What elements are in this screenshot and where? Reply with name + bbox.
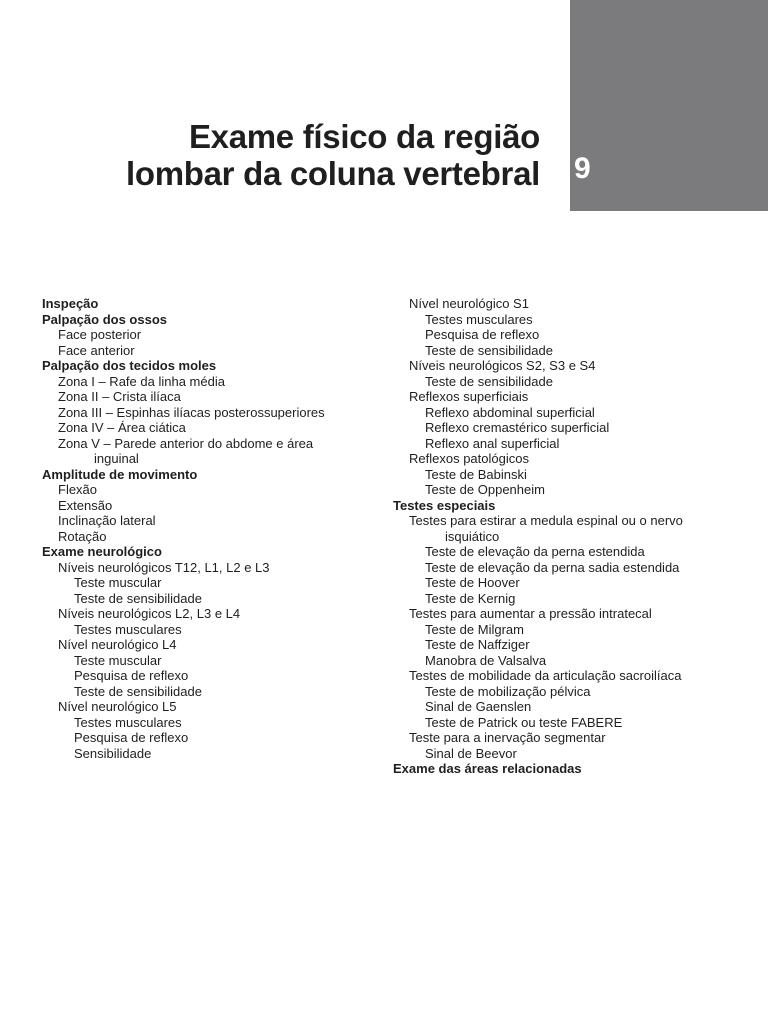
toc-entry: Teste muscular bbox=[74, 575, 162, 590]
toc-entry: Manobra de Valsalva bbox=[425, 652, 547, 668]
toc-section-heading: Palpação dos tecidos moles bbox=[42, 358, 217, 373]
toc-entry: Teste de Milgram bbox=[425, 621, 524, 637]
toc-entry: Teste de mobilização pélvica bbox=[425, 683, 591, 699]
toc-entry: Teste de Oppenheim bbox=[425, 482, 545, 497]
toc-entry: Nível neurológico S1 bbox=[409, 296, 529, 311]
toc-entry: Testes de mobilidade da articulação sacroilíaca bbox=[409, 668, 682, 683]
toc-section-heading: Exame neurológico bbox=[42, 544, 162, 559]
toc-entry: Níveis neurológicos T12, L1, L2 e L3 bbox=[58, 559, 270, 575]
toc-entry: Zona V – Parede anterior do abdome e área bbox=[58, 435, 314, 451]
chapter-number: 9 bbox=[574, 152, 591, 185]
toc-entry: Zona I – Rafe da linha média bbox=[58, 373, 225, 389]
toc-entry: Nível neurológico L4 bbox=[58, 637, 177, 652]
toc-left-column bbox=[42, 296, 392, 761]
toc-entry: Teste de elevação da perna estendida bbox=[425, 544, 645, 559]
toc-entry: Reflexo cremastérico superficial bbox=[425, 420, 610, 435]
toc-entry: Pesquisa de reflexo bbox=[74, 730, 189, 745]
toc-entry: Testes para estirar a medula espinal ou o nervo bbox=[409, 513, 683, 528]
toc-right-column bbox=[393, 296, 763, 777]
toc-section-heading: Inspeção bbox=[42, 296, 99, 311]
toc-entry: Teste de Naffziger bbox=[425, 637, 530, 652]
toc-entry: Níveis neurológicos S2, S3 e S4 bbox=[409, 358, 596, 373]
toc-entry: Teste de Hoover bbox=[425, 575, 520, 590]
toc-entry: Sinal de Gaenslen bbox=[425, 699, 532, 714]
toc-entry: Flexão bbox=[58, 482, 98, 497]
toc-entry: Pesquisa de reflexo bbox=[425, 327, 540, 342]
toc-section-heading: Amplitude de movimento bbox=[42, 466, 198, 482]
toc-entry: Zona III – Espinhas ilíacas posterossuperiores bbox=[58, 404, 325, 420]
toc-section-heading: Palpação dos ossos bbox=[42, 311, 167, 327]
toc-entry: Rotação bbox=[58, 528, 107, 544]
title-line-1: Exame físico da região bbox=[188, 118, 540, 155]
toc-entry: Teste de sensibilidade bbox=[425, 373, 553, 389]
toc-entry: Inclinação lateral bbox=[58, 513, 156, 528]
toc-entry: Zona IV – Área ciática bbox=[58, 420, 186, 435]
toc-entry: Teste de sensibilidade bbox=[425, 342, 553, 358]
toc-entry: Reflexos patológicos bbox=[409, 451, 529, 466]
toc-entry: Teste de Babinski bbox=[425, 466, 527, 482]
toc-entry: Pesquisa de reflexo bbox=[74, 668, 189, 683]
toc-section-heading: Testes especiais bbox=[393, 497, 496, 513]
page-title bbox=[126, 118, 540, 192]
toc-entry: Testes musculares bbox=[74, 714, 182, 730]
toc-entry: Testes para aumentar a pressão intratecal bbox=[409, 606, 652, 621]
toc-section-heading: Exame das áreas relacionadas bbox=[393, 761, 582, 776]
toc-entry: Teste para a inervação segmentar bbox=[409, 730, 606, 745]
toc-entry: Testes musculares bbox=[74, 621, 182, 637]
toc-entry: Teste de Patrick ou teste FABERE bbox=[425, 714, 623, 730]
toc-entry: Níveis neurológicos L2, L3 e L4 bbox=[58, 606, 241, 621]
toc-entry: Teste de sensibilidade bbox=[74, 590, 202, 606]
toc-entry: Nível neurológico L5 bbox=[58, 699, 177, 714]
toc-entry: Teste muscular bbox=[74, 652, 162, 668]
toc-entry: Zona II – Crista ilíaca bbox=[58, 389, 181, 404]
chapter-box bbox=[570, 0, 768, 211]
title-line-2: lombar da coluna vertebral bbox=[126, 155, 540, 192]
toc-entry: Teste de sensibilidade bbox=[74, 683, 202, 699]
toc-entry: Teste de elevação da perna sadia estendida bbox=[425, 559, 680, 575]
toc-entry: Face anterior bbox=[58, 342, 135, 358]
toc-entry: Teste de Kernig bbox=[425, 590, 516, 606]
toc-entry: Sensibilidade bbox=[74, 745, 152, 761]
toc-entry: inguinal bbox=[94, 451, 139, 466]
toc-entry: Reflexo anal superficial bbox=[425, 435, 560, 451]
toc-entry: Extensão bbox=[58, 497, 113, 513]
toc-entry: Testes musculares bbox=[425, 311, 533, 327]
toc-entry: Reflexos superficiais bbox=[409, 389, 529, 404]
toc-entry: isquiático bbox=[445, 528, 500, 544]
toc-entry: Reflexo abdominal superficial bbox=[425, 404, 595, 420]
toc-entry: Face posterior bbox=[58, 327, 142, 342]
toc-entry: Sinal de Beevor bbox=[425, 745, 517, 761]
